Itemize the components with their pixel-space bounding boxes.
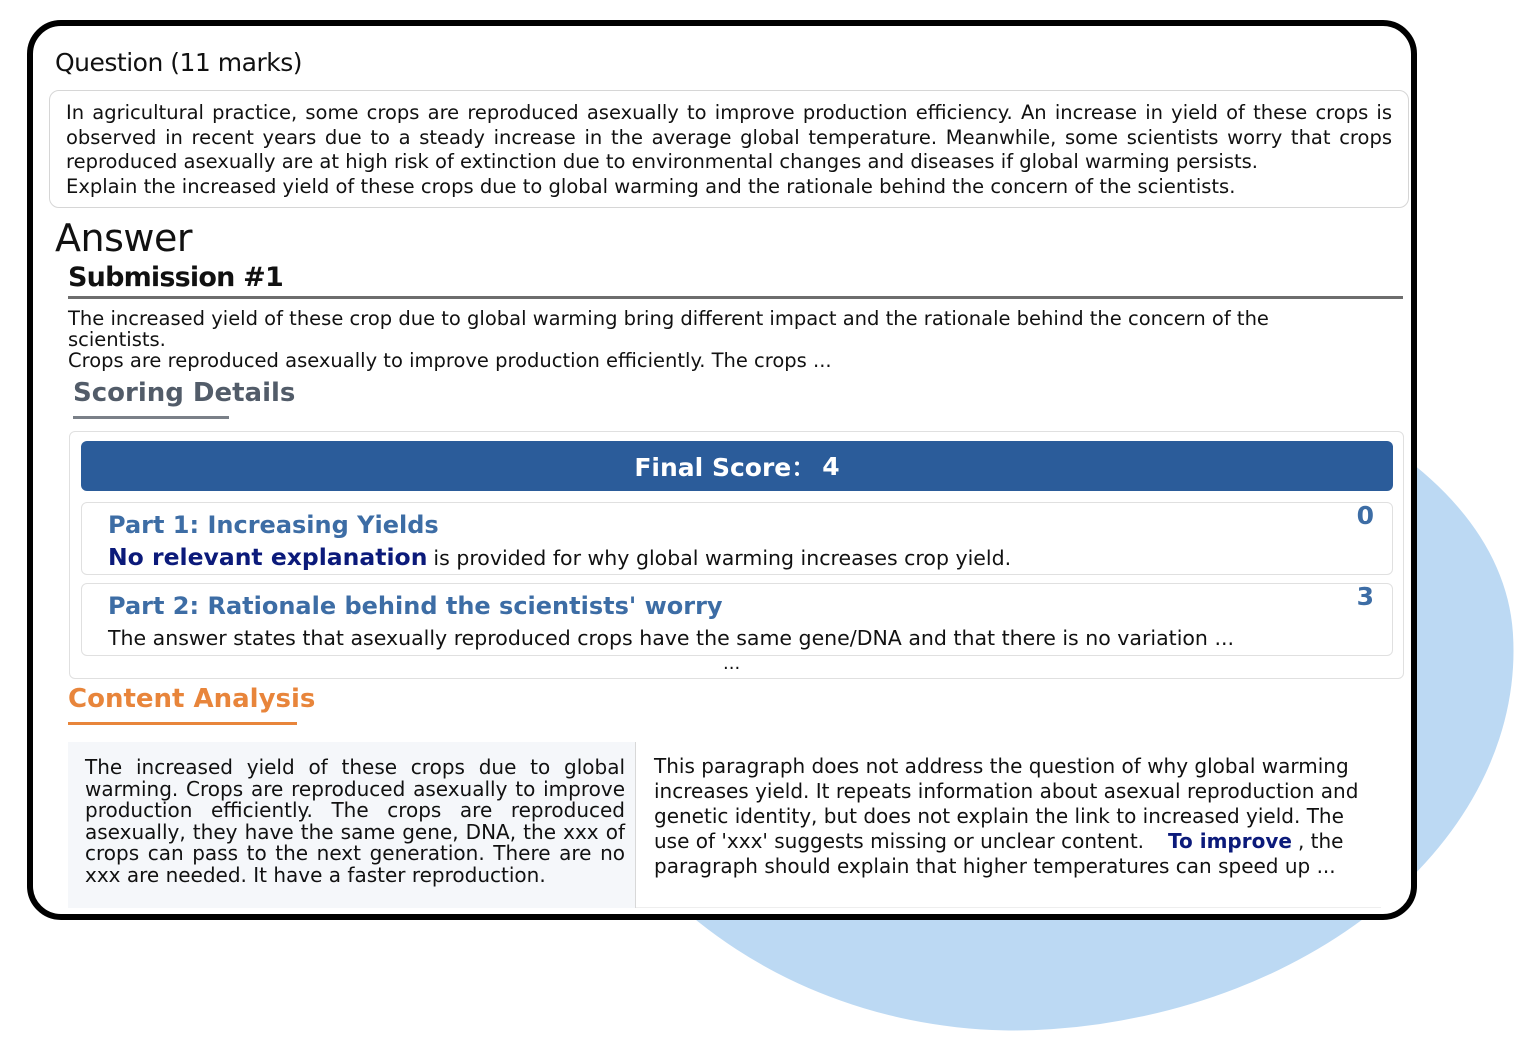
final-score-value: 4: [822, 451, 840, 481]
answer-title: Answer: [55, 216, 192, 260]
submission-line: Crops are reproduced asexually to improve production efficiently. The crops ...: [68, 349, 832, 372]
content-analysis-title: Content Analysis: [68, 684, 316, 714]
part-score: 3: [1356, 582, 1374, 611]
part-title: Part 2: Rationale behind the scientists' worry: [108, 592, 723, 620]
score-part-1[interactable]: [81, 502, 1393, 575]
part-score: 0: [1356, 501, 1374, 530]
part-description: The answer states that asexually reproduced crops have the same gene/DNA and that there is no variation ...: [108, 626, 1234, 650]
analysis-feedback: [636, 742, 1381, 908]
submission-title: Submission #1: [68, 262, 283, 293]
submission-line: The increased yield of these crop due to global warming bring different impact and the rationale behind the concern of the scientists.: [68, 307, 1269, 351]
score-part-2[interactable]: [81, 583, 1393, 656]
question-box: [49, 90, 1409, 208]
submission-divider: [68, 296, 1403, 299]
feedback-text: This paragraph does not address the question of why global warming increases yield. It repeats information about asexual reproduction and genetic identity, but does not explain the link to increased yield. The use of 'xxx' suggests missing or unclear content.: [654, 754, 1359, 853]
analysis-student-text: The increased yield of these crops due to global warming. Crops are reproduced asexually to improve production efficiently. The crops are reproduced asexually, they have the same gene, DNA, the xxx of crops can pass to the next generation. There are no xxx are needed. It have a faster reproduction.: [68, 742, 636, 908]
submission-text: [68, 308, 1358, 371]
more-parts-ellipsis: ...: [723, 653, 741, 674]
final-score-bar: [81, 441, 1393, 491]
final-score-label: Final Score：: [634, 453, 817, 482]
feedback-continuation: , the paragraph should explain that higher temperatures can speed up ...: [654, 829, 1344, 878]
part-description: [108, 543, 1011, 571]
part-highlight: No relevant explanation: [108, 543, 428, 571]
question-instruction: Explain the increased yield of these crops due to global warming and the rationale behind the concern of the scientists.: [66, 174, 1236, 198]
part-desc-text: is provided for why global warming increases crop yield.: [433, 546, 1012, 570]
content-analysis-underline: [68, 722, 297, 725]
part-title: Part 1: Increasing Yields: [108, 511, 439, 539]
question-title: Question (11 marks): [55, 48, 302, 77]
scoring-details-title: Scoring Details: [73, 378, 296, 408]
to-improve-label: To improve: [1168, 829, 1292, 853]
question-text: In agricultural practice, some crops are reproduced asexually to improve production efficiency. An increase in yield of these crops is observed in recent years due to a steady increase in the average global temperature. Meanwhile, some scientists worry that crops reproduced asexually are at high risk of extinction due to environmental changes and diseases if global warming persists.: [66, 101, 1392, 173]
device-frame: [27, 20, 1417, 920]
scoring-underline: [73, 416, 229, 419]
